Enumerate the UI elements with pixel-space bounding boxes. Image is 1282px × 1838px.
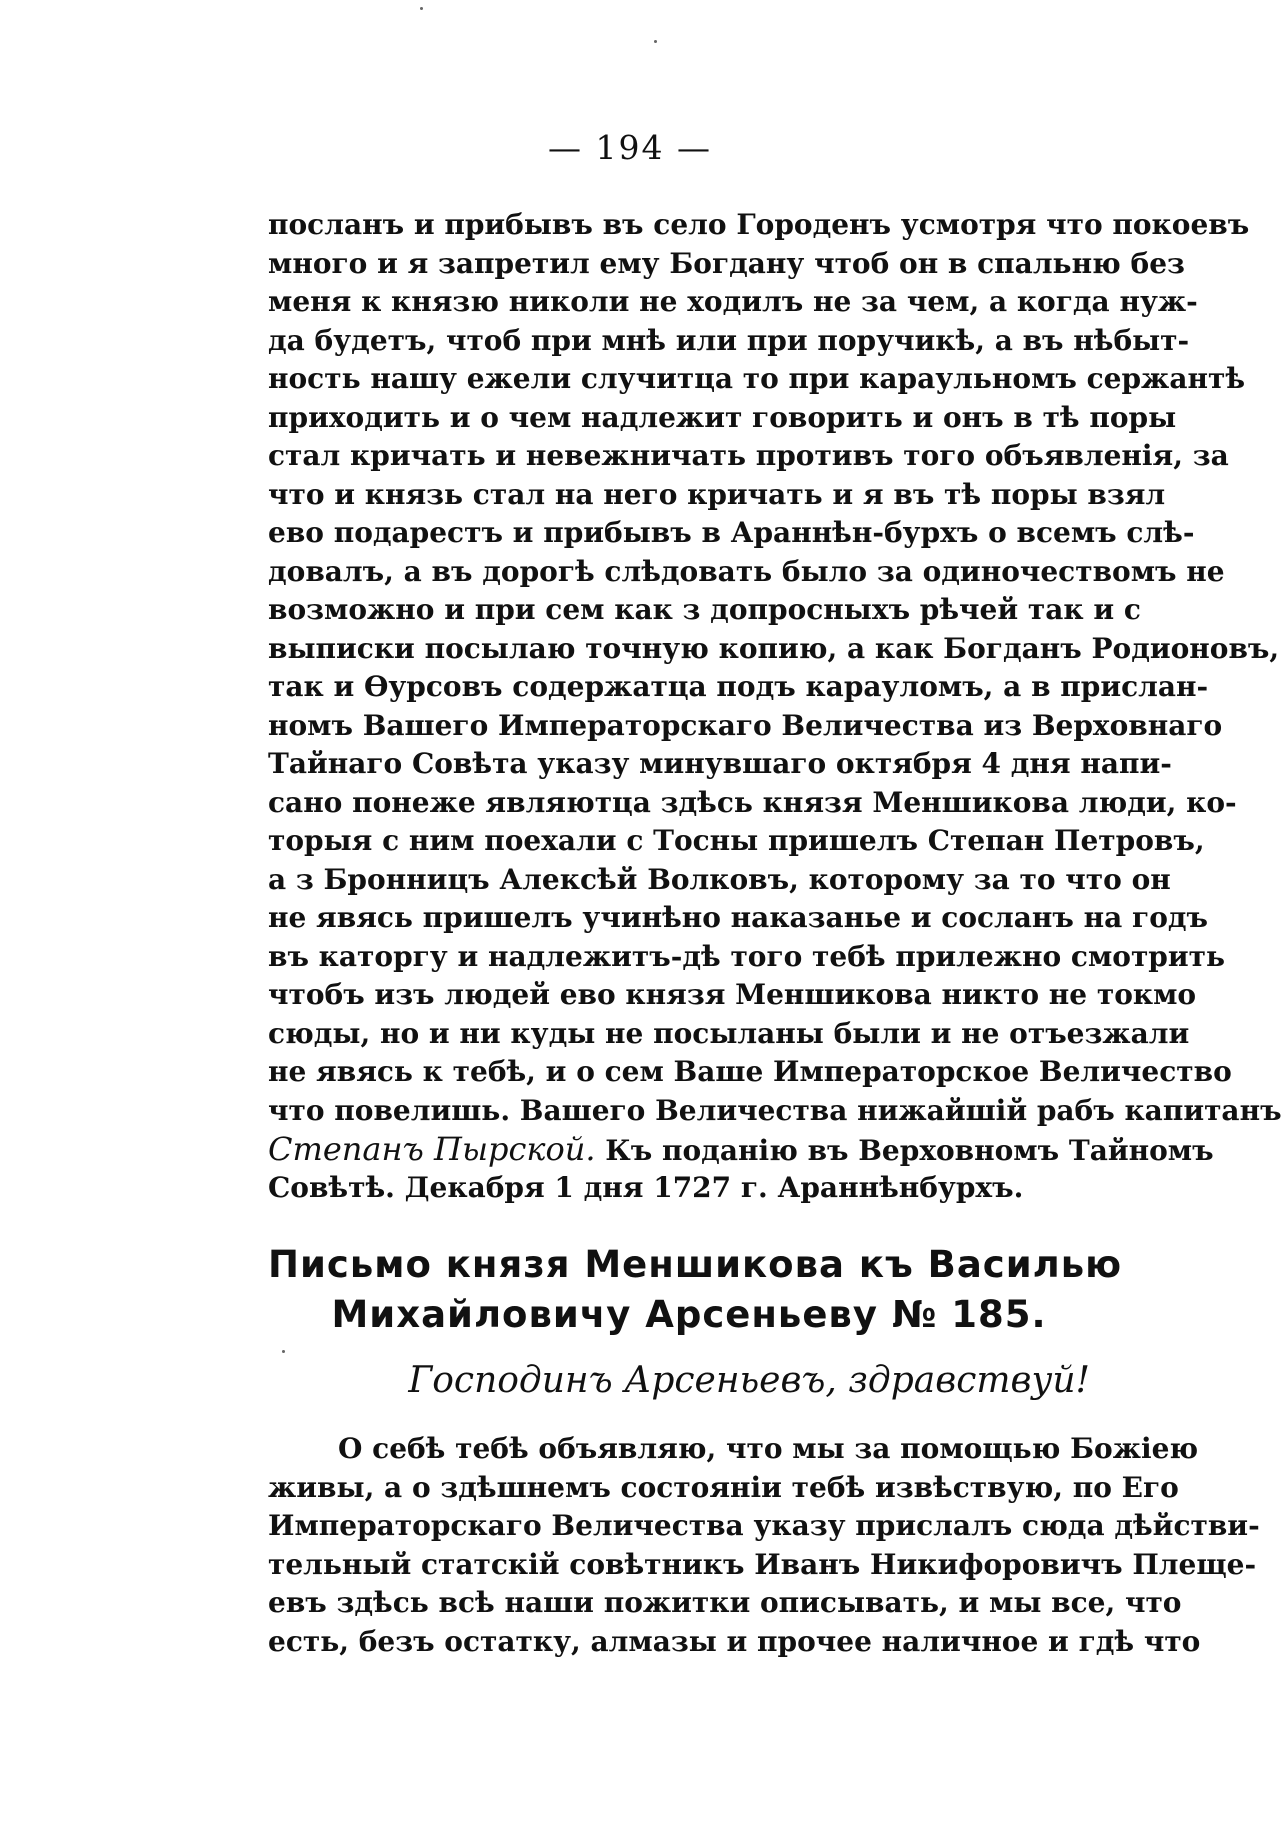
page-number: — 194 — (548, 128, 712, 167)
text-line: торыя с ним поехали с Тосны пришелъ Степан Петровъ, (268, 824, 1205, 857)
text-line: меня к князю николи не ходилъ не за чем, а когда нуж- (268, 285, 1198, 318)
text-line: не явясь пришелъ учинѣно наказанье и сосланъ на годъ (268, 901, 1209, 934)
text-line: довалъ, а въ дорогѣ слѣдовать было за одиночествомъ не (268, 554, 1225, 588)
text-line: много и я запретил ему Богдану чтоб он в спальню без (268, 246, 1185, 280)
scan-speck (420, 7, 423, 10)
text-line: есть, безъ остатку, алмазы и прочее наличное и гдѣ что (268, 1624, 1201, 1658)
scan-speck (654, 40, 657, 43)
text-line: выписки посылаю точную копию, а как Богданъ Родионовъ, (268, 631, 1280, 665)
body-text-2 (268, 1430, 1260, 1661)
text-line: Императорскаго Величества указу прислалъ сюда дѣйстви- (268, 1509, 1260, 1542)
text-line: сюды, но и ни куды не посыланы были и не отъезжали (268, 1016, 1190, 1050)
text-line: так и Ѳурсовъ содержатца подъ карауломъ, а в прислан- (268, 670, 1209, 703)
text-line: возможно и при сем как з допросныхъ рѣчей так и с (268, 593, 1141, 626)
text-line: чтобъ изъ людей ево князя Меншикова никто не токмо (268, 978, 1197, 1011)
heading-line: Письмо князя Меншикова къ Василью (268, 1243, 1123, 1286)
salutation: Господинъ Арсеньевъ, здравствуй! (408, 1360, 1090, 1401)
text-line: сано понеже являютца здѣсь князя Меншикова люди, ко- (268, 785, 1237, 819)
signature-name: Степанъ Пырской. (268, 1130, 596, 1168)
text-line: живы, а о здѣшнемъ состояніи тебѣ извѣствую, по Его (268, 1470, 1179, 1504)
text-line: не явясь к тебѣ, и о сем Ваше Императорское Величество (268, 1055, 1232, 1088)
heading-line: Михайловичу Арсеньеву № 185. (331, 1293, 1047, 1336)
text-line: да будетъ, чтоб при мнѣ или при поручикѣ, а въ нѣбыт- (268, 323, 1190, 357)
text-line: тельный статскій совѣтникъ Иванъ Никифоровичъ Плеще- (268, 1547, 1257, 1581)
signature-line (268, 1130, 1214, 1169)
letter-heading (268, 1240, 1123, 1340)
body-text-1 (268, 206, 1282, 1207)
text-line: стал кричать и невежничать противъ того объявленія, за (268, 439, 1229, 472)
text-line: Тайнаго Совѣта указу минувшаго октября 4 дня напи- (268, 747, 1172, 780)
text-line: номъ Вашего Императорскаго Величества из Верховнаго (268, 708, 1223, 742)
text-line: что и князь стал на него кричать и я въ тѣ поры взял (268, 477, 1166, 511)
closing-line: Совѣтѣ. Декабря 1 дня 1727 г. Араннѣнбурхъ. (268, 1170, 1024, 1204)
text-line: что повелишь. Вашего Величества нижайшій рабъ капитанъ (268, 1093, 1282, 1127)
text-line: а з Бронницъ Алексѣй Волковъ, которому за то что он (268, 862, 1171, 896)
scan-speck (282, 1350, 285, 1353)
signature-rest: Къ поданію въ Верховномъ Тайномъ (595, 1134, 1214, 1167)
text-line: приходить и о чем надлежит говорить и онъ в тѣ поры (268, 400, 1177, 434)
text-line: О себѣ тебѣ объявляю, что мы за помощью Божіею (338, 1432, 1199, 1465)
text-line: ность нашу ежели случитца то при караульномъ сержантѣ (268, 362, 1246, 395)
text-line: ево подарестъ и прибывъ в Араннѣн-бурхъ о всемъ слѣ- (268, 516, 1195, 549)
text-line: посланъ и прибывъ въ село Городенъ усмотря что покоевъ (268, 208, 1250, 241)
text-line: въ каторгу и надлежитъ-дѣ того тебѣ прилежно смотрить (268, 939, 1226, 973)
text-line: евъ здѣсь всѣ наши пожитки описывать, и мы все, что (268, 1586, 1182, 1619)
